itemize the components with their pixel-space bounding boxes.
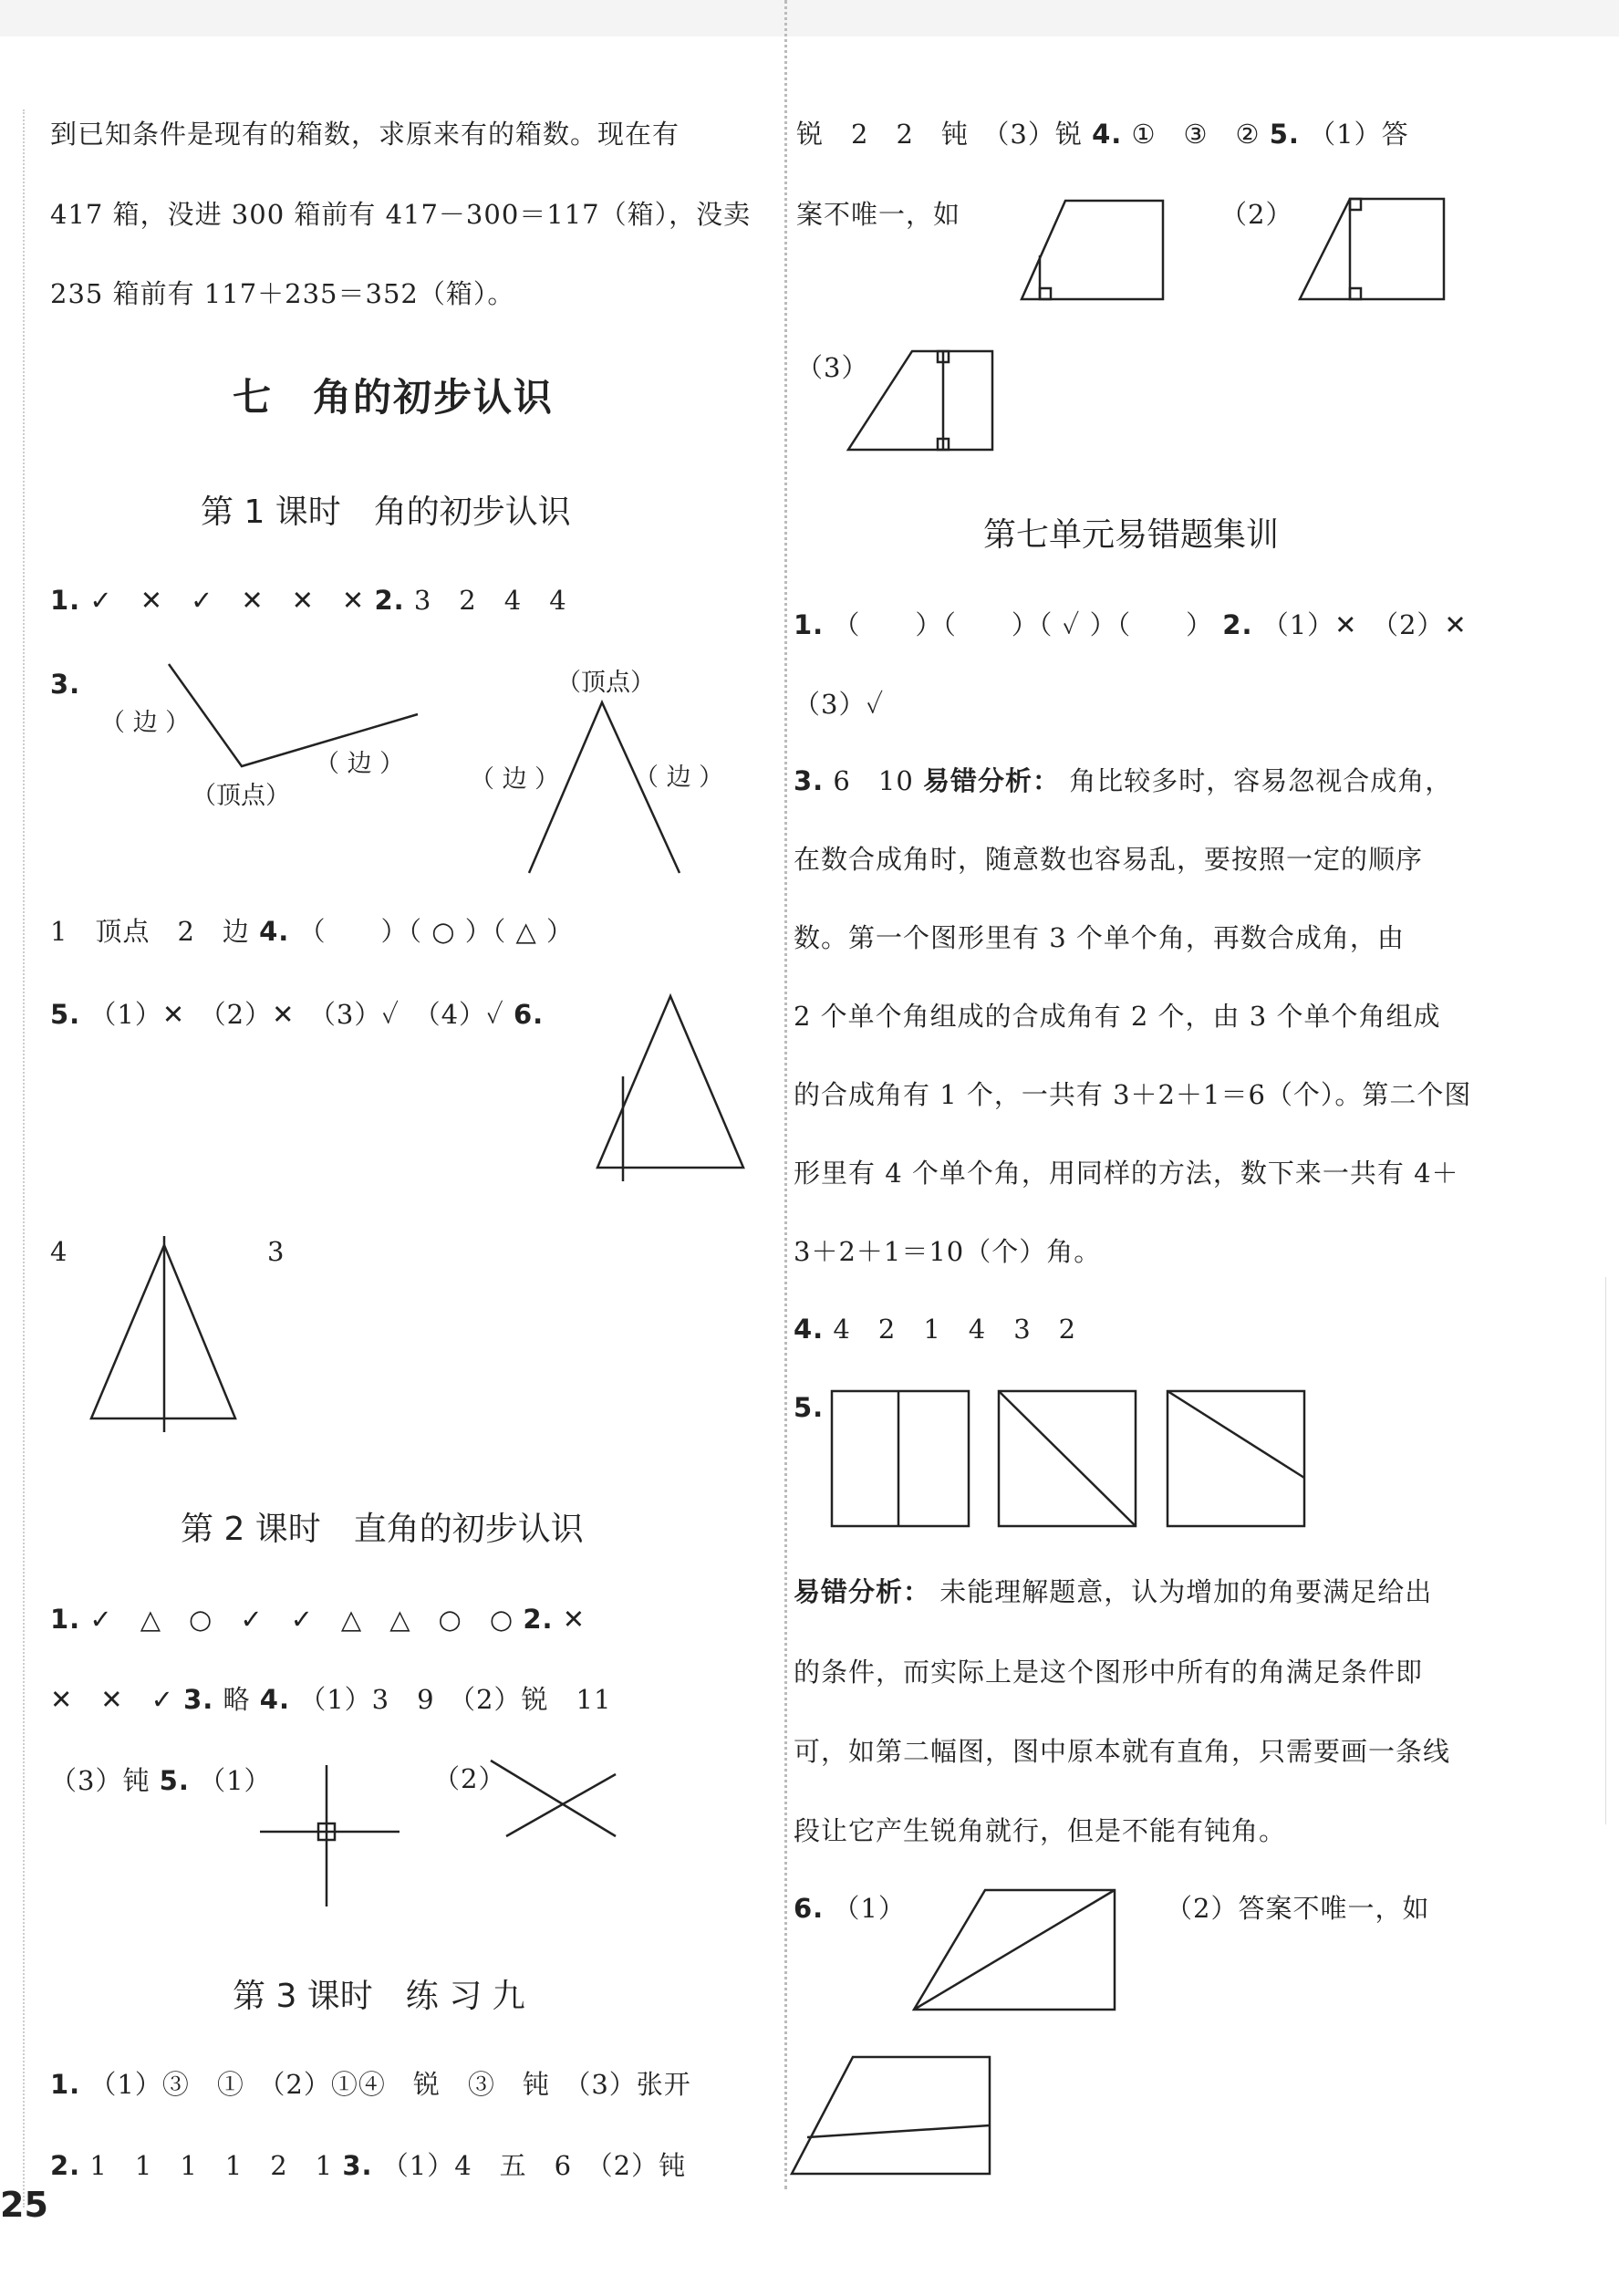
l1-line4-text: 1 顶点 2 边 <box>50 916 250 947</box>
lesson3-title: 第 3 课时 练 习 九 <box>233 1978 525 2015</box>
r-q4-answer: ① ③ ② <box>1131 119 1261 150</box>
u-q4-answer: 4 2 1 4 3 2 <box>833 1314 1077 1345</box>
u-q1-answer: （ ）（ ）（ ✓ ）（ ） <box>833 609 1214 640</box>
l2-q4-answer: （1）3 9 （2）锐 11 <box>299 1684 612 1715</box>
l2-q3-answer: 略 <box>223 1684 251 1715</box>
analysis2-line-2: 的条件，而实际上是这个图形中所有的角满足条件即 <box>794 1657 1424 1688</box>
fig-a-edge-label-2: （ 边 ） <box>315 750 405 778</box>
l1-q1-number: 1. <box>50 585 81 616</box>
analysis2-line-4: 段让它产生锐角就行，但是不能有钝角。 <box>794 1815 1287 1846</box>
analysis1-line-6: 形里有 4 个单个角，用同样的方法，数下来一共有 4＋ <box>794 1158 1459 1189</box>
analysis1-line-5: 的合成角有 1 个，一共有 3＋2＋1＝6（个）。第二个图 <box>794 1079 1472 1110</box>
l1-q5-answer: （1）✕ （2）✕ （3）✓ （4）✓ <box>89 999 504 1030</box>
u-q1-number: 1. <box>794 609 825 640</box>
analysis1-line-1: 角比较多时，容易忽视合成角， <box>1069 765 1453 796</box>
fig-b-edge-label-2: （ 边 ） <box>634 764 724 792</box>
u-q2-number: 2. <box>1222 609 1253 640</box>
l2-q2-number: 2. <box>523 1604 554 1635</box>
l1-q1-answer: ✓ ✕ ✓ ✕ ✕ ✕ <box>89 585 366 616</box>
fig-a-vertex-label: （顶点） <box>192 782 290 810</box>
l2-q2-answer-a: ✕ <box>562 1604 586 1635</box>
intro-line-2: 417 箱，没进 300 箱前有 417－300＝117（箱），没卖 <box>50 199 752 230</box>
analysis2-line-1: 未能理解题意，认为增加的角要满足给出 <box>939 1576 1433 1607</box>
l1-q5-number: 5. <box>50 999 81 1030</box>
l2-q2-answer-b: ✕ ✕ ✓ <box>50 1684 174 1715</box>
page-number: 25 <box>0 2185 48 2225</box>
l1-q6-value-b: 3 <box>267 1236 285 1267</box>
u-q3-number: 3. <box>794 765 825 796</box>
l3-q3-answer: （1）4 五 6 （2）钝 <box>381 2150 687 2181</box>
chapter-title: 七 角的初步认识 <box>233 375 555 420</box>
u-q2-answer-c: （3）✓ <box>794 689 885 720</box>
intro-line-1: 到已知条件是现有的箱数，求原来有的箱数。现在有 <box>50 119 680 150</box>
l2-q1-number: 1. <box>50 1604 81 1635</box>
r-q4-number: 4. <box>1092 119 1123 150</box>
l2-q5-number: 5. <box>159 1765 190 1796</box>
l2-q1-answer: ✓ △ ○ ✓ ✓ △ △ ○ ○ <box>89 1604 514 1635</box>
r-fig3-label: （3） <box>796 352 869 383</box>
l2-q4-answer-c: （3）钝 <box>50 1765 150 1796</box>
l3-q2-answer: 1 1 1 1 2 1 <box>89 2150 334 2181</box>
u-q3-answer: 6 10 <box>833 765 914 796</box>
l2-q3-number: 3. <box>183 1684 214 1715</box>
analysis1-line-4: 2 个单个角组成的合成角有 2 个，由 3 个单个角组成 <box>794 1001 1441 1032</box>
l2-q5-part1: （1） <box>199 1765 272 1796</box>
analysis1-line-3: 数。第一个图形里有 3 个单个角，再数合成角，由 <box>794 922 1405 953</box>
u-q4-number: 4. <box>794 1314 825 1345</box>
fig-b-edge-label-1: （ 边 ） <box>470 765 560 794</box>
r-line1: 锐 2 2 钝 （3）锐 <box>796 119 1083 150</box>
r-line2: 案不唯一，如 <box>796 199 961 230</box>
l1-q4-number: 4. <box>259 916 290 947</box>
u-q6-part2: （2）答案不唯一，如 <box>1166 1893 1430 1924</box>
unit-title: 第七单元易错题集训 <box>983 516 1280 554</box>
u-q5-number: 5. <box>794 1392 825 1423</box>
analysis1-label: 易错分析： <box>923 765 1061 796</box>
r-fig2-label: （2） <box>1220 199 1293 230</box>
analysis1-line-7: 3＋2＋1＝10（个）角。 <box>794 1236 1102 1267</box>
analysis1-line-2: 在数合成角时，随意数也容易乱，要按照一定的顺序 <box>794 844 1424 875</box>
l3-q2-number: 2. <box>50 2150 81 2181</box>
l3-q1-number: 1. <box>50 2069 81 2100</box>
fig-b-vertex-label: （顶点） <box>556 669 655 697</box>
l3-q3-number: 3. <box>342 2150 373 2181</box>
fig-a-edge-label: （ 边 ） <box>100 709 191 737</box>
l1-q3-number: 3. <box>50 669 81 700</box>
l2-q5-part2: （2） <box>433 1763 506 1794</box>
l3-q1-answer: （1）③ ① （2）①④ 锐 ③ 钝 （3）张开 <box>89 2069 691 2100</box>
l1-q2-number: 2. <box>374 585 405 616</box>
analysis2-line-3: 可，如第二幅图，图中原本就有直角，只需要画一条线 <box>794 1736 1451 1767</box>
u-q6-number: 6. <box>794 1893 825 1924</box>
l1-q6-number: 6. <box>513 999 545 1030</box>
l1-q4-answer: （ ）（ ○ ）（ △ ） <box>298 916 575 947</box>
u-q6-part1: （1） <box>833 1893 906 1924</box>
u-q2-answer: （1）✕ （2）✕ <box>1261 609 1468 640</box>
r-q5-number: 5. <box>1269 119 1300 150</box>
l2-q4-number: 4. <box>259 1684 290 1715</box>
l1-q2-answer: 3 2 4 4 <box>413 585 567 616</box>
intro-line-3: 235 箱前有 117＋235＝352（箱）。 <box>50 278 515 309</box>
lesson2-title: 第 2 课时 直角的初步认识 <box>181 1511 584 1548</box>
analysis2-label: 易错分析： <box>794 1576 931 1607</box>
lesson1-title: 第 1 课时 角的初步认识 <box>201 493 571 531</box>
r-q5-answer: （1）答 <box>1309 119 1409 150</box>
l1-q6-value-a: 4 <box>50 1236 68 1267</box>
